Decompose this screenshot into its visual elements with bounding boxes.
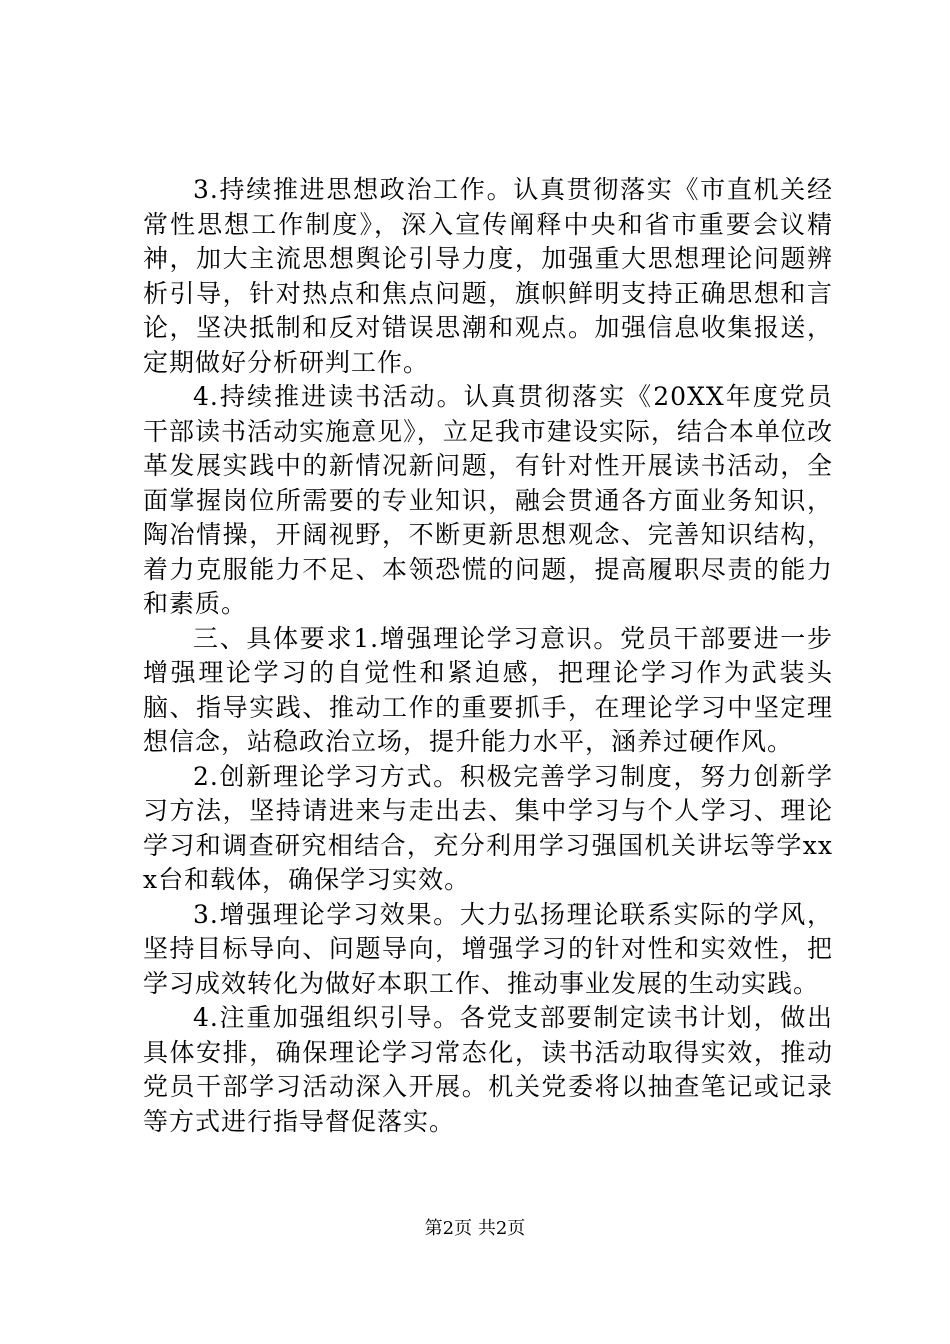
paragraph-learning-effect: 3.增强理论学习效果。大力弘扬理论联系实际的学风，坚持目标导向、问题导向，增强学习的针对性和实效性，把学习成效转化为做好本职工作、推动事业发展的生动实践。 [143,899,833,998]
document-body [143,173,833,1139]
paragraph-reading-activity: 4.持续推进读书活动。认真贯彻落实《20XX年度党员干部读书活动实施意见》，立足我市建设实际，结合本单位改革发展实践中的新情况新问题，有针对性开展读书活动，全面掌握岗位所需要的专业知识，融会贯通各方面业务知识，陶冶情操，开阔视野，不断更新思想观念、完善知识结构，着力克服能力不足、本领恐慌的问题，提高履职尽责的能力和素质。 [143,382,833,618]
paragraph-organization-guidance: 4.注重加强组织引导。各党支部要制定读书计划，做出具体安排，确保理论学习常态化，读书活动取得实效，推动党员干部学习活动深入开展。机关党委将以抽查笔记或记录等方式进行指导督促落实。 [143,1003,833,1136]
page-number-footer: 第2页 共2页 [424,1218,526,1239]
paragraph-learning-methods: 2.创新理论学习方式。积极完善学习制度，努力创新学习方法，坚持请进来与走出去、集中学习与个人学习、理论学习和调查研究相结合，充分利用学习强国机关讲坛等学xxx台和载体，确保学习实效。 [143,761,833,894]
paragraph-requirements-learning-awareness: 三、具体要求1.增强理论学习意识。党员干部要进一步增强理论学习的自觉性和紧迫感，把理论学习作为武装头脑、指导实践、推动工作的重要抓手，在理论学习中坚定理想信念，站稳政治立场，提升能力水平，涵养过硬作风。 [143,623,833,756]
paragraph-thought-political-work: 3.持续推进思想政治工作。认真贯彻落实《市直机关经常性思想工作制度》，深入宣传阐释中央和省市重要会议精神，加大主流思想舆论引导力度，加强重大思想理论问题辨析引导，针对热点和焦点问题，旗帜鲜明支持正确思想和言论，坚决抵制和反对错误思潮和观点。加强信息收集报送，定期做好分析研判工作。 [143,175,833,377]
